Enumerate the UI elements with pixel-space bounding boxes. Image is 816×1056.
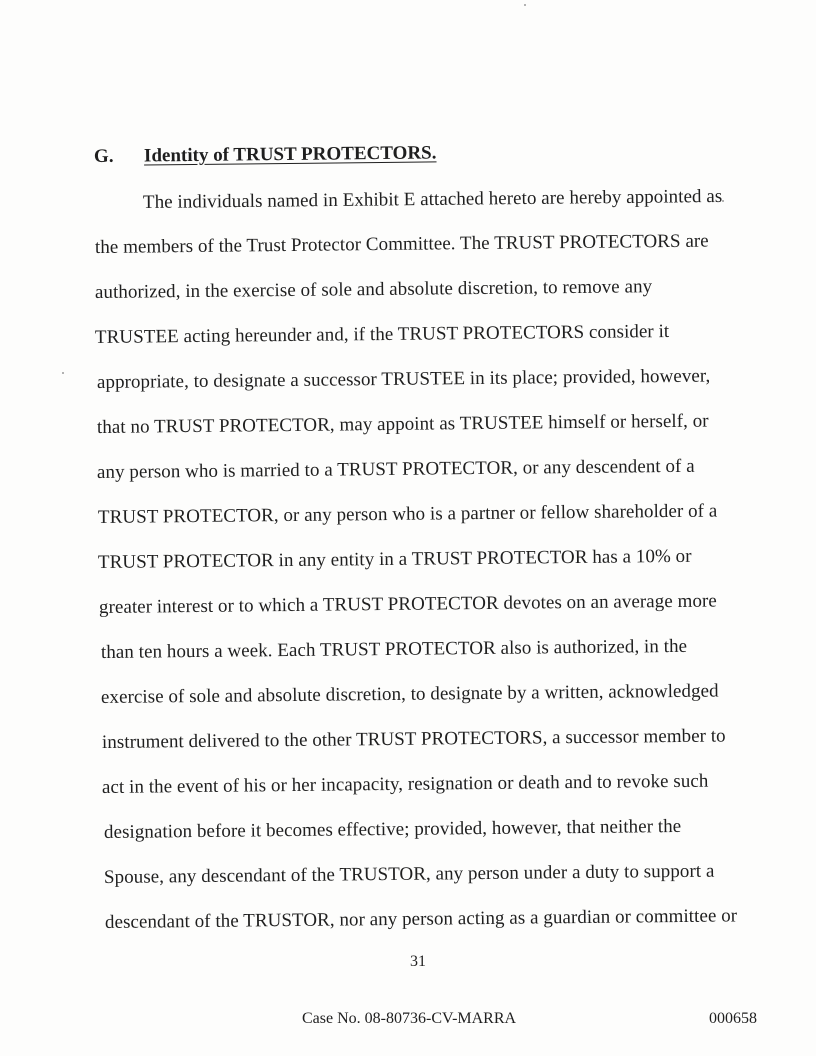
body-line: TRUSTEE acting hereunder and, if the TRUST PROTECTORS consider it	[94, 320, 670, 348]
body-line: than ten hours a week. Each TRUST PROTECTOR also is authorized, in the	[100, 635, 688, 663]
body-line: instrument delivered to the other TRUST PROTECTORS, a successor member to	[101, 725, 726, 753]
scan-speck	[524, 4, 526, 6]
body-line: exercise of sole and absolute discretion, to designate by a written, acknowledged	[100, 680, 719, 708]
body-line: designation before it becomes effective; provided, however, that neither the	[103, 815, 682, 843]
body-line: the members of the Trust Protector Committee. The TRUST PROTECTORS are	[94, 230, 709, 258]
bates-number: 000658	[709, 1010, 757, 1027]
body-line: Spouse, any descendant of the TRUSTOR, any person under a duty to support a	[103, 860, 715, 888]
body-line: appropriate, to designate a successor TRUSTEE in its place; provided, however,	[96, 365, 711, 393]
body-line: act in the event of his or her incapacity, resignation or death and to revoke such	[101, 770, 709, 798]
body-line: descendant of the TRUSTOR, nor any person acting as a guardian or committee or	[104, 905, 738, 933]
body-line: TRUST PROTECTOR, or any person who is a partner or fellow shareholder of a	[97, 500, 718, 528]
body-line: authorized, in the exercise of sole and absolute discretion, to remove any	[94, 276, 653, 303]
section-letter: G.	[93, 145, 114, 167]
section-title: Identity of TRUST PROTECTORS.	[143, 142, 437, 167]
scan-speck	[62, 372, 64, 374]
body-line: TRUST PROTECTOR in any entity in a TRUST PROTECTOR has a 10% or	[97, 545, 692, 573]
page-number: 31	[410, 953, 426, 970]
case-number: Case No. 08-80736-CV-MARRA	[302, 1010, 517, 1027]
body-line: greater interest or to which a TRUST PROTECTOR devotes on an average more	[98, 590, 717, 618]
body-line: any person who is married to a TRUST PROTECTOR, or any descendent of a	[96, 455, 695, 483]
section-heading	[94, 142, 437, 168]
body-line: The individuals named in Exhibit E attached hereto are hereby appointed as	[142, 185, 723, 213]
body-line: that no TRUST PROTECTOR, may appoint as TRUSTEE himself or herself, or	[96, 410, 709, 438]
